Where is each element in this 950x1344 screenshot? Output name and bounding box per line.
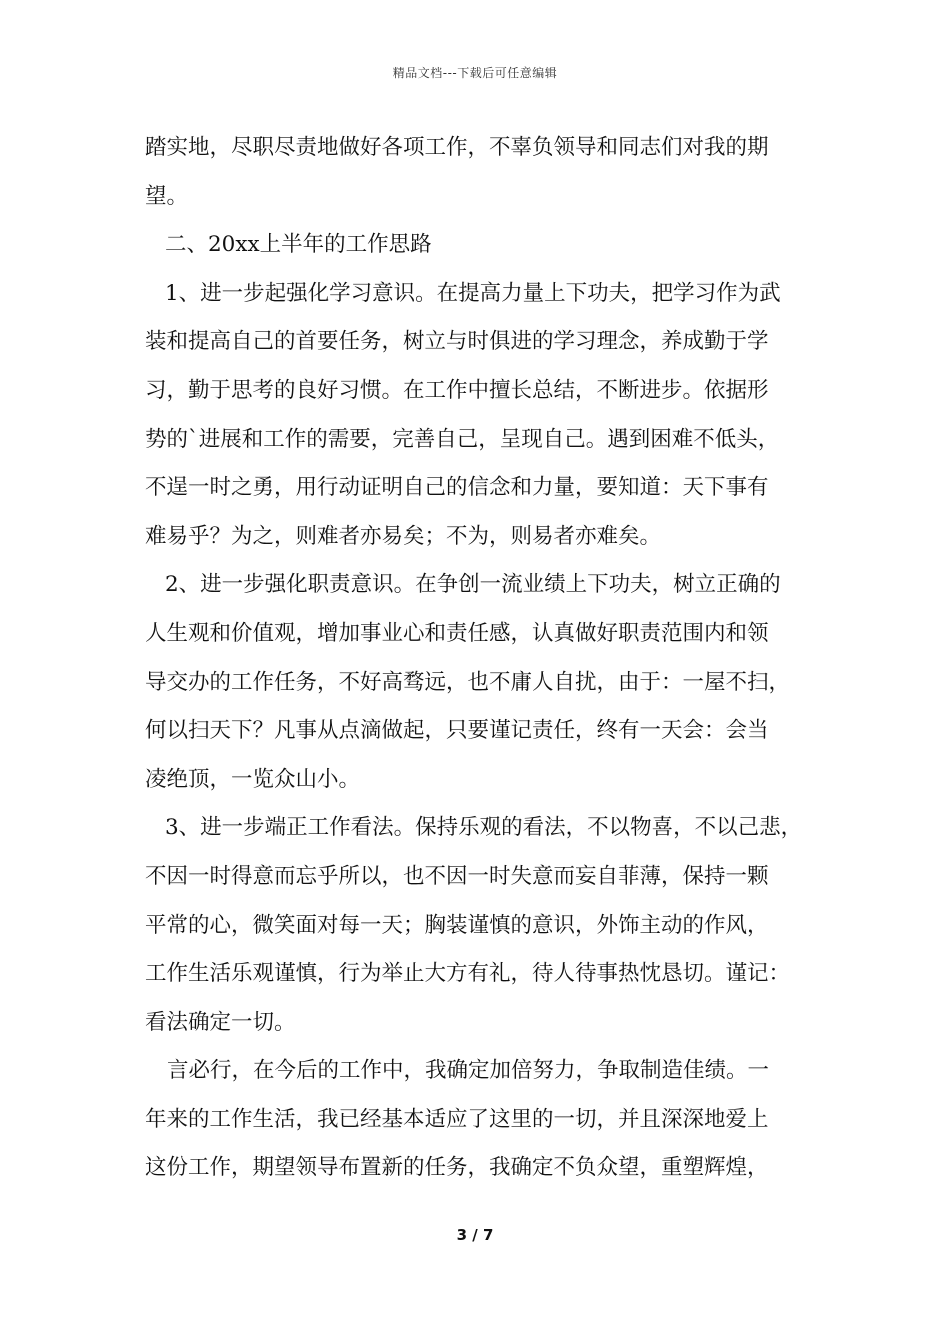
body-line: 难易乎？为之，则难者亦易矣；不为，则易者亦难矣。 [145, 523, 662, 549]
body-line: 言必行，在今后的工作中，我确定加倍努力，争取制造佳绩。一 [167, 1058, 770, 1084]
body-line: 望。 [145, 183, 189, 209]
body-line: 人生观和价值观，增加事业心和责任感，认真做好职责范围内和领 [145, 620, 769, 646]
document-body [145, 124, 825, 1193]
body-line: 3、进一步端正工作看法。保持乐观的看法，不以物喜，不以己悲， [165, 815, 803, 841]
section-heading: 二、20xx上半年的工作思路 [165, 232, 432, 258]
page-header: 精品文档---下载后可任意编辑 [392, 66, 558, 80]
body-line: 装和提高自己的首要任务，树立与时俱进的学习理念，养成勤于学 [145, 329, 769, 355]
body-line: 导交办的工作任务，不好高骛远，也不庸人自扰，由于：一屋不扫， [145, 669, 791, 695]
body-line: 1、进一步起强化学习意识。在提高力量上下功夫，把学习作为武 [165, 280, 781, 306]
body-line: 何以扫天下？凡事从点滴做起，只要谨记责任，终有一天会：会当 [145, 718, 769, 744]
body-line: 平常的心，微笑面对每一天；胸装谨慎的意识，外饰主动的作风， [145, 912, 769, 938]
body-line: 看法确定一切。 [145, 1009, 296, 1035]
body-line: 这份工作，期望领导布置新的任务，我确定不负众望，重塑辉煌， [145, 1155, 769, 1181]
body-line: 势的`进展和工作的需要，完善自己，呈现自己。遇到困难不低头， [145, 426, 780, 452]
body-line: 2、进一步强化职责意识。在争创一流业绩上下功夫，树立正确的 [165, 572, 781, 598]
body-line: 不逞一时之勇，用行动证明自己的信念和力量，要知道：天下事有 [145, 475, 769, 501]
body-line: 年来的工作生活，我已经基本适应了这里的一切，并且深深地爱上 [145, 1106, 769, 1132]
body-line: 不因一时得意而忘乎所以，也不因一时失意而妄自菲薄，保持一颗 [145, 863, 769, 889]
body-line: 踏实地，尽职尽责地做好各项工作，不辜负领导和同志们对我的期 [145, 135, 769, 160]
body-line: 工作生活乐观谨慎，行为举止大方有礼，待人待事热忱恳切。谨记： [145, 961, 791, 987]
body-line: 凌绝顶，一览众山小。 [145, 766, 361, 792]
page-number: 3 / 7 [456, 1226, 494, 1244]
body-line: 习，勤于思考的良好习惯。在工作中擅长总结，不断进步。依据形 [145, 377, 769, 403]
